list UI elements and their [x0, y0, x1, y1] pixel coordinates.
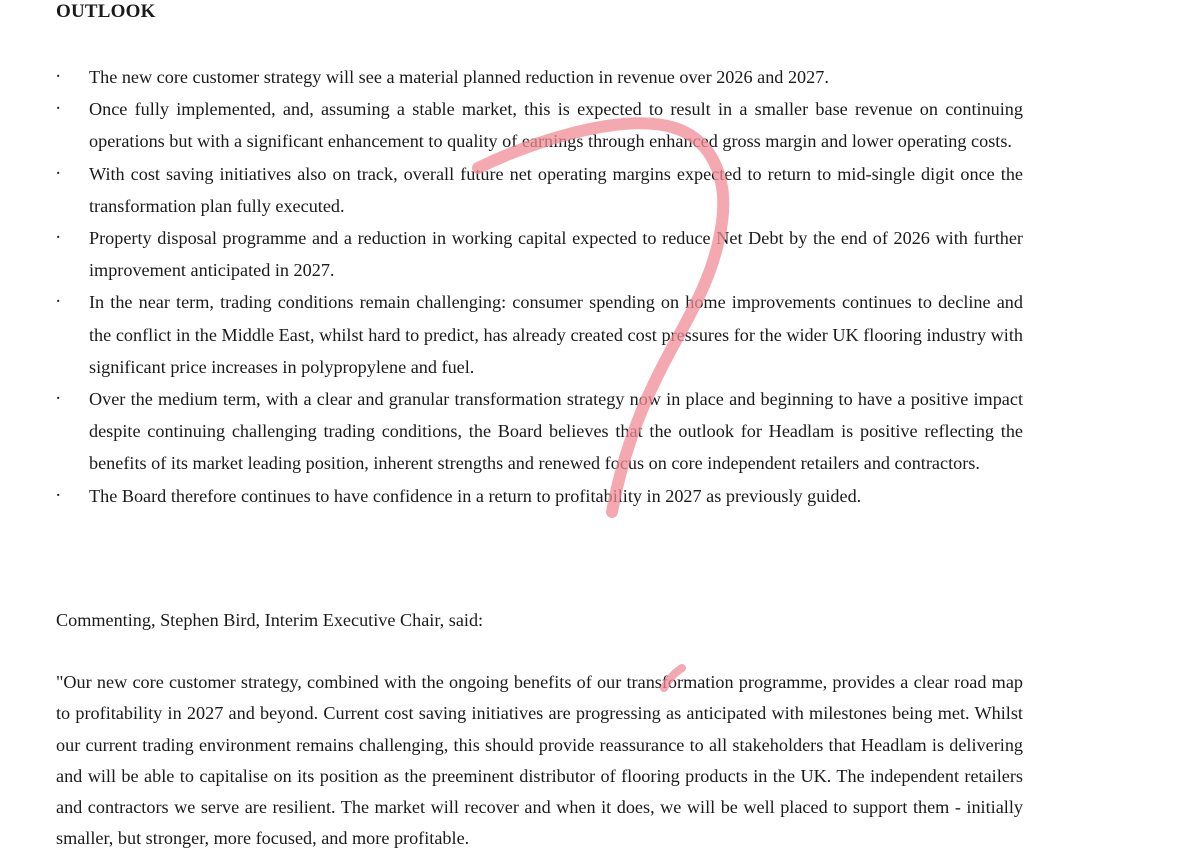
bullet-text: With cost saving initiatives also on track, overall future net operating margins expected to return to mid-single digit once the transformation plan fully executed. [89, 163, 1023, 216]
outlook-bullet-list [0, 61, 1200, 512]
bullet-marker: · [55, 388, 62, 410]
bullet-text: In the near term, trading conditions remain challenging: consumer spending on home improvements continues to decline and the conflict in the Middle East, whilst hard to predict, has already created cost pressures for the wider UK flooring industry with significant price increases in polypropylene and fuel. [89, 292, 1023, 377]
bullet-item [0, 61, 1200, 93]
bullet-marker: · [55, 291, 62, 313]
bullet-item [0, 286, 1200, 383]
bullet-text: Property disposal programme and a reduction in working capital expected to reduce Net Debt by the end of 2026 with further improvement anticipated in 2027. [89, 228, 1023, 281]
chair-quote: "Our new core customer strategy, combined with the ongoing benefits of our transformation programme, provides a clear road map to profitability in 2027 and beyond. Current cost saving initiatives are progressing as anticipated with milestones being met. Whilst our current trading environment remains challenging, this should provide reassurance to all stakeholders that Headlam is delivering and will be able to capitalise on its position as the preeminent distributor of flooring products in the UK. The independent retailers and contractors we serve are resilient. The market will recover and when it does, we will be well placed to support them - initially smaller, but stronger, more focused, and more profitable. [56, 672, 1023, 849]
bullet-text: The Board therefore continues to have confidence in a return to profitability in 2027 as previously guided. [89, 485, 862, 506]
bullet-text: Over the medium term, with a clear and granular transformation strategy now in place and beginning to have a positive impact despite continuing challenging trading conditions, the Board believes that the outlook for Headlam is positive reflecting the benefits of its market leading position, inherent strengths and renewed focus on core independent retailers and contractors. [89, 389, 1023, 474]
bullet-marker: · [55, 162, 62, 184]
commenting-line: Commenting, Stephen Bird, Interim Executive Chair, said: [56, 610, 484, 630]
bullet-text: The new core customer strategy will see a material planned reduction in revenue over 2026 and 2027. [89, 67, 829, 87]
bullet-item [0, 480, 1200, 512]
bullet-item [0, 158, 1200, 222]
bullet-marker: · [55, 98, 62, 120]
bullet-marker: · [55, 227, 62, 249]
bullet-item [0, 93, 1200, 157]
bullet-marker: · [55, 484, 62, 506]
bullet-item [0, 383, 1200, 480]
bullet-text: Once fully implemented, and, assuming a stable market, this is expected to result in a smaller base revenue on continuing operations but with a significant enhancement to quality of earnings through enhanced gross margin and lower operating costs. [89, 99, 1023, 152]
bullet-item [0, 222, 1200, 286]
section-heading: OUTLOOK [56, 1, 156, 22]
bullet-marker: · [55, 66, 62, 87]
